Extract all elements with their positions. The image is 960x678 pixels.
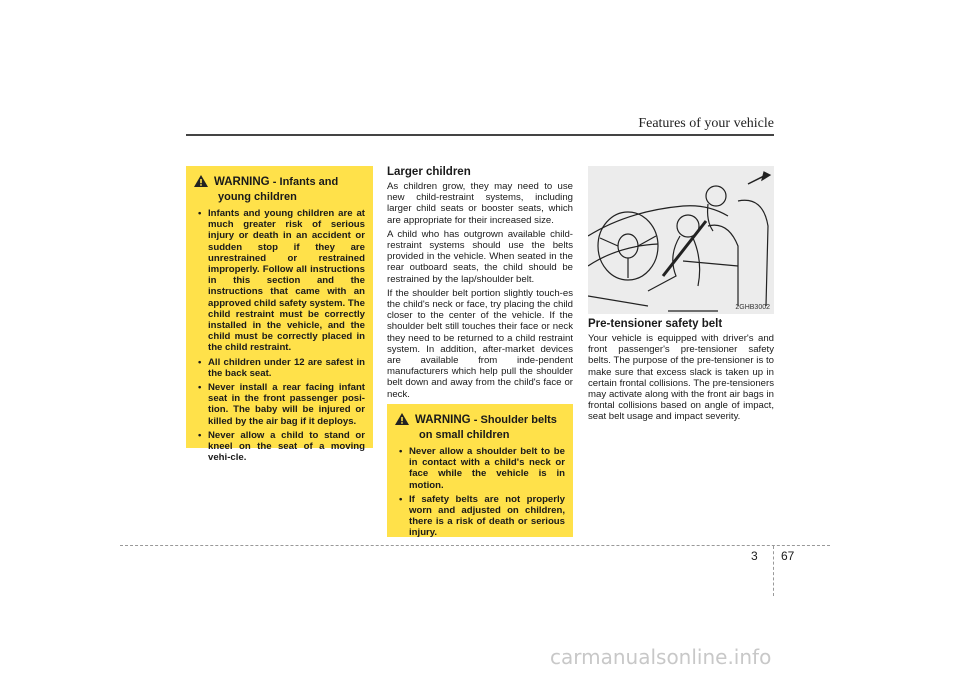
list-item: • If safety belts are not properly worn and adjusted on children, there is a risk of death or serious injury. [395,494,565,539]
list-item: • Never allow a shoulder belt to be in contact with a child's neck or face while the vehicle is in motion. [395,446,565,491]
warning-subtitle: - Infants and [272,176,339,188]
section-heading: Pre-tensioner safety belt [588,318,723,330]
paragraph: Your vehicle is equipped with driver's and front passenger's pre-tensioner safety belts. The purpose of the pre-tensioner is to make sure that excess slack is taken up in certain frontal collisions. The pre-tensioners may activate along with the front air bags in frontal collisions based on angle of impact, seat belt usage and impact severity. [588,333,774,423]
paragraph: As children grow, they may need to use new child-restraint systems, including larger child seats or booster seats, which are appropriate for their increased size. [387,181,573,226]
list-item: • Infants and young children are at much greater risk of serious injury or death in an accident or sudden stop if they are unrestrained or restrained improperly. Follow all instructions in this section and the instructions that came with an approved child safety system. The child restraint must be correctly installed in the vehicle, and the child must be correctly placed in the child restraint. [194,208,365,354]
warning-subtitle: - Shoulder belts [473,414,557,426]
figure-code: 2GHB3002 [735,304,770,311]
larger-children-section [387,166,573,403]
footer-vertical-divider [773,546,774,596]
paragraph: A child who has outgrown available child-restraint systems should use the belts provided in the vehicle. When seated in the rear outboard seats, the child should be restrained by the lap/shoulder belt. [387,228,573,285]
warning-triangle-icon [395,413,409,429]
warning-shoulder-list [395,446,565,539]
warning-subtitle-line2: young children [218,191,297,203]
warning-infants-box [186,166,373,464]
list-item: • All children under 12 are safest in the back seat. [194,357,365,379]
section-heading: Larger children [387,166,471,178]
page-chapter: 3 [751,549,758,563]
warning-infants-title [194,175,365,204]
header-title: Features of your vehicle [638,116,774,131]
car-interior-drawing [588,166,774,314]
warning-subtitle-line2: on small children [419,429,510,441]
footer-divider [120,545,830,546]
pretensioner-section [588,318,774,426]
warning-label: WARNING [214,176,270,188]
page-number: 67 [781,549,795,563]
child-seatbelt-illustration [588,166,774,314]
watermark-text: carmanualsonline.info [550,645,772,669]
warning-shoulder-title [395,413,565,442]
header-divider [186,134,774,136]
warning-shoulder-box [387,404,573,537]
warning-triangle-icon [194,175,208,191]
list-item: • Never allow a child to stand or kneel on the seat of a moving vehi-cle. [194,430,365,464]
list-item: • Never install a rear facing infant seat in the front passenger posi-tion. The baby will be injured or killed by the air bag if it deploys. [194,382,365,427]
warning-infants-list [194,208,365,463]
paragraph: If the shoulder belt portion slightly touch-es the child's neck or face, try placing the child closer to the center of the vehicle. If the shoulder belt still touches their face or neck they need to be returned to a child restraint system. In addition, after-market devices are available from inde-pendent manufacturers which help pull the shoulder belt down and away from the child's face or neck. [387,287,573,400]
warning-label: WARNING [415,414,471,426]
